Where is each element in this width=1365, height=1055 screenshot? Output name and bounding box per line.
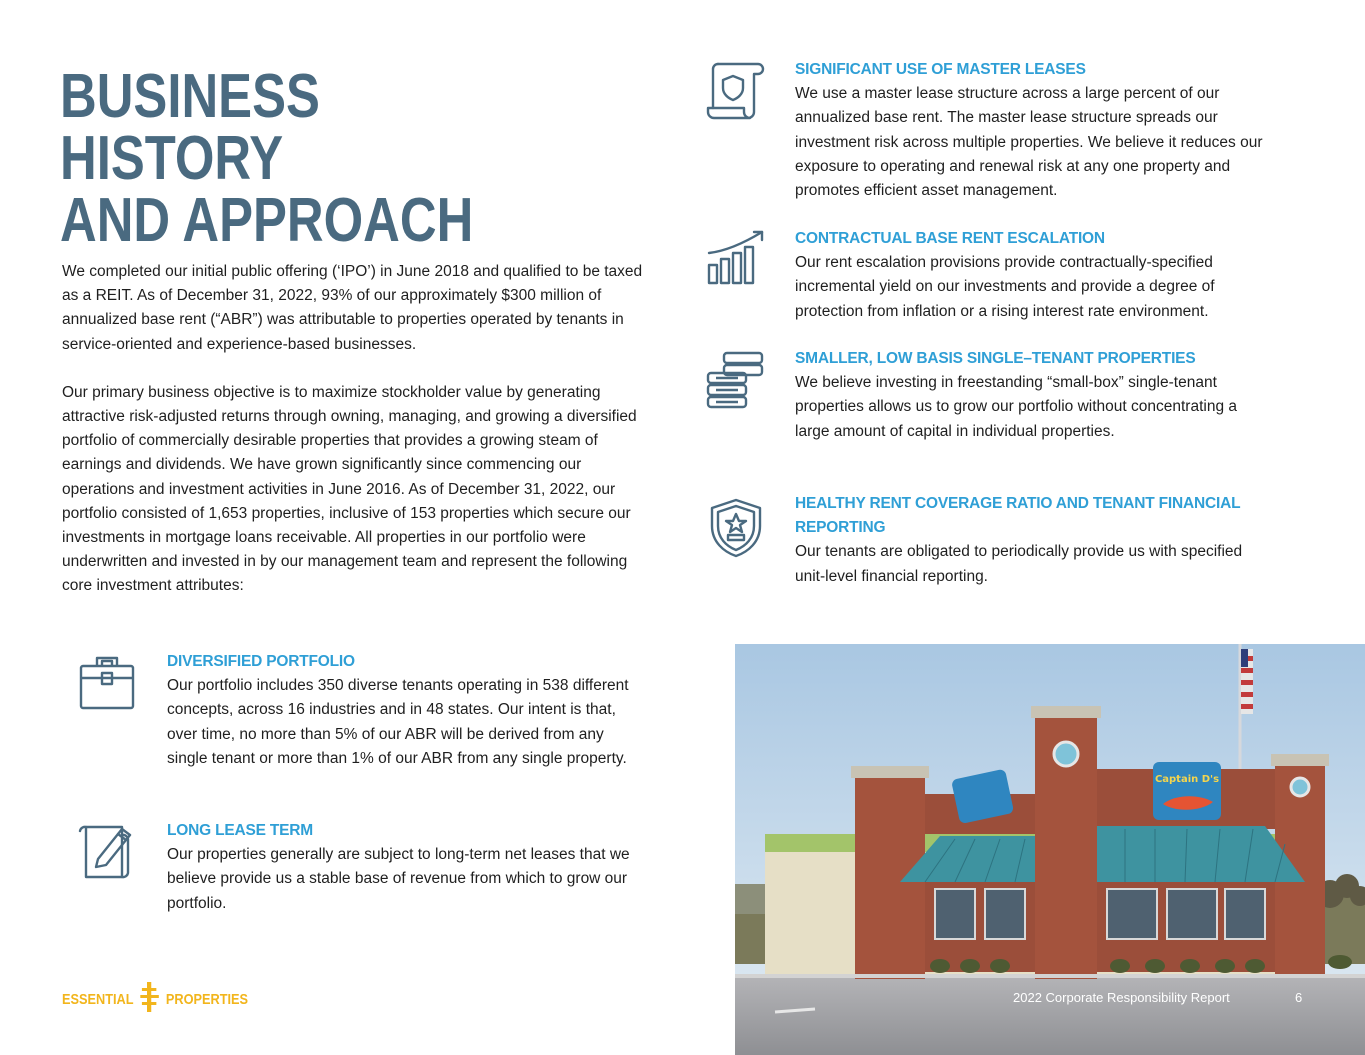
page-title [60,62,552,255]
attribute-heading: SMALLER, LOW BASIS SINGLE–TENANT PROPERTIES [795,350,1196,367]
briefcase-icon [78,652,138,712]
logo-mark-icon [140,982,159,1016]
page-number: 6 [1295,990,1303,1005]
attribute-text: We believe investing in freestanding “small-box” single-tenant properties allows us to grow our portfolio without concentrating a large amount of capital in individual properties. [795,374,1237,440]
company-logo [62,984,248,1014]
intro-section [62,260,652,623]
growth-chart-icon [706,229,766,289]
attribute-heading: CONTRACTUAL BASE RENT ESCALATION [795,230,1105,247]
attribute-heading: LONG LEASE TERM [167,822,313,839]
attribute-text: Our tenants are obligated to periodically provide us with specified unit-level financial reporting. [795,543,1243,585]
page-title-line-2: AND APPROACH [60,186,474,255]
logo-text-right: PROPERTIES [165,990,249,1008]
intro-paragraph-1: We completed our initial public offering (‘IPO’) in June 2018 and qualified to be taxed as a REIT. As of December 31, 2022, 93% of our approximately $300 million of annualized base rent (“ABR”) was attributable to properties operated by tenants in service-oriented and experience-based businesses. [62,263,643,353]
coin-stack-icon [706,351,766,411]
attribute-heading: HEALTHY RENT COVERAGE RATIO AND TENANT FINANCIAL REPORTING [795,495,1241,537]
attribute-heading: DIVERSIFIED PORTFOLIO [167,653,355,670]
page-title-line-1: BUSINESS HISTORY [60,62,320,193]
photo-sign-text: Captain D's [1154,774,1220,785]
attribute-text: We use a master lease structure across a large percent of our annualized base rent. The master lease structure spreads our investment risk across multiple properties. We believe it reduces our exposure to operating and renewal risk at any one property and promotes efficient asset management. [795,85,1263,200]
attribute-text: Our portfolio includes 350 diverse tenants operating in 538 different concepts, across 16 industries and in 48 states. Our intent is that, over time, no more than 5% of our ABR will be derived from any single tenant or more than 1% of our ABR from any single property. [167,677,629,767]
attribute-text: Our rent escalation provisions provide contractually-specified incremental yield on our investments and provide a degree of protection from inflation or a rising interest rate environment. [795,254,1215,320]
attribute-heading: SIGNIFICANT USE OF MASTER LEASES [795,61,1086,78]
document-pencil-icon [78,821,138,881]
shield-badge-icon [706,498,766,558]
scroll-shield-icon [706,60,766,120]
intro-paragraph-2: Our primary business objective is to maximize stockholder value by generating attractive risk-adjusted returns through owning, managing, and growing a diversified portfolio of commercially desirable properties that provides a growing steam of earnings and dividends. We have grown significantly since commencing our operations and investment activities in June 2016. As of December 31, 2022, our portfolio consisted of 1,653 properties, inclusive of 153 properties which secure our investments in mortgage loans receivable. All properties in our portfolio were underwritten and invested in by our management team and represent the following core investment attributes: [62,383,637,595]
attribute-text: Our properties generally are subject to long-term net leases that we believe provide us a stable base of revenue from which to grow our portfolio. [167,846,630,912]
logo-text-left: ESSENTIAL [62,990,134,1008]
report-title: 2022 Corporate Responsibility Report [1013,990,1230,1005]
